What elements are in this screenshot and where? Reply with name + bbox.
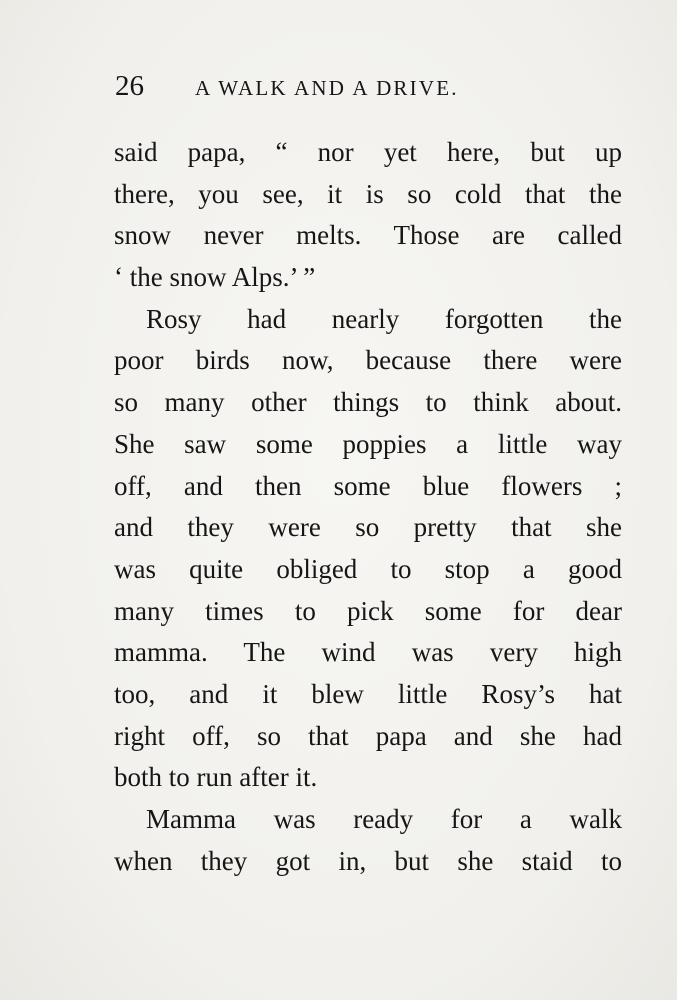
text-line: there, you see, it is so cold that the [114, 178, 622, 209]
text-line: when they got in, but she staid to [114, 845, 622, 876]
text-line: ‘ the snow Alps.’ ” [114, 262, 316, 293]
text-line: Rosy had nearly forgotten the [146, 303, 622, 334]
running-title: A WALK AND A DRIVE. [195, 76, 459, 100]
text-line: Mamma was ready for a walk [146, 804, 622, 834]
text-line: off, and then some blue flowers ; [114, 470, 622, 501]
text-line: and they were so pretty that she [114, 512, 622, 543]
text-line: said papa, “ nor yet here, but up [114, 137, 622, 167]
text-line: so many other things to think about. [114, 387, 622, 418]
text-line: too, and it blew little Rosy’s hat [114, 678, 622, 709]
text-line: both to run after it. [114, 762, 318, 793]
text-line: was quite obliged to stop a good [114, 553, 622, 584]
text-line: mamma. The wind was very high [114, 637, 622, 668]
body-text [114, 132, 622, 882]
text-line: poor birds now, because there were [114, 345, 622, 376]
text-line: snow never melts. Those are called [114, 220, 622, 251]
page-number: 26 [115, 70, 144, 102]
text-line: many times to pick some for dear [114, 595, 622, 626]
page-header [115, 66, 625, 106]
text-line: right off, so that papa and she had [114, 720, 622, 751]
text-line: She saw some poppies a little way [114, 428, 622, 459]
